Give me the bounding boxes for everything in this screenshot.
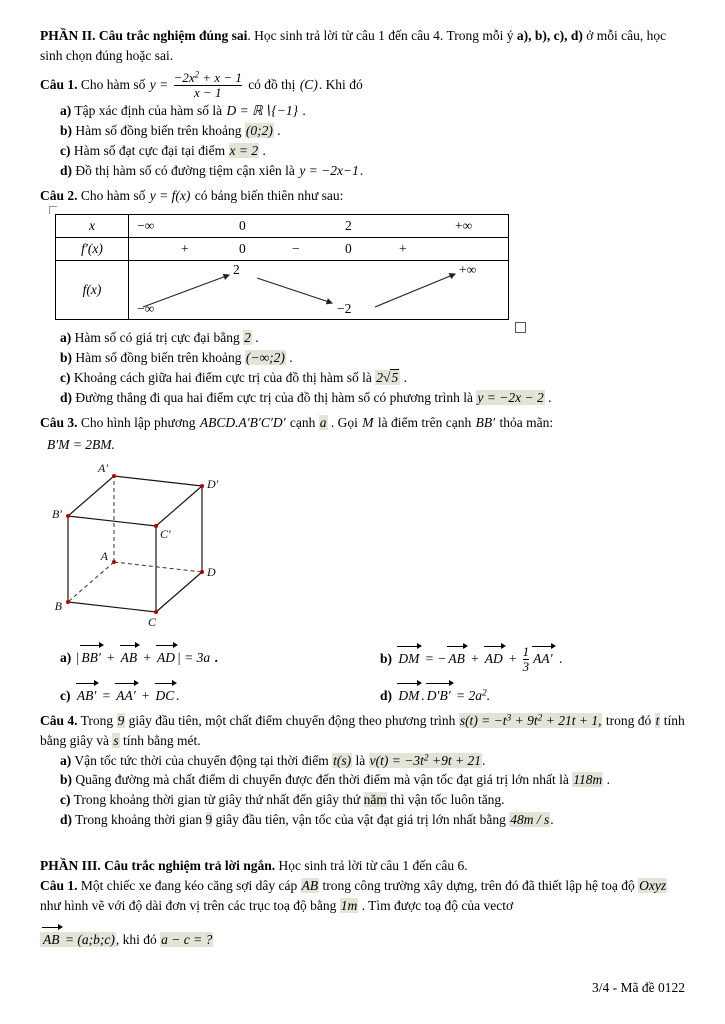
p2-cau4-item-c: c) Trong khoảng thời gian từ giây thứ nhất đến giây thứ năm thì vận tốc luôn tăng. xyxy=(60,792,505,808)
p2-cau4-intro: Câu 4. Trong 9 giây đầu tiên, một chất điểm chuyển động theo phương trình $s(t) = -t^3 + 9t^2 + 21t + 1$, trong đó t tính bằng giây và s tính bằng mét. xyxy=(40,712,685,748)
cube-label-c-prime: C′ xyxy=(160,526,171,541)
p2-cau3-condition: B′M = 2BM. xyxy=(47,436,115,452)
p2-cau1-item-b: b) Hàm số đồng biến trên khoảng (0;2) . xyxy=(60,122,281,138)
cube-label-b: B xyxy=(54,598,62,613)
bbt-fprime-label: f′(x) xyxy=(81,240,103,256)
part2-heading: PHẦN II. Câu trắc nghiệm đúng sai. Học sinh trả lời từ câu 1 đến câu 4. Trong mỗi ý a), b), c), d) ở mỗi câu, học sinh chọn đúng hoặc sai. xyxy=(40,28,667,63)
bbt-row-fprime xyxy=(56,237,508,260)
bbt-sign-0: + xyxy=(181,240,189,256)
bbt-x-val-3: +∞ xyxy=(455,217,473,233)
bbt-x-val-1: 0 xyxy=(239,217,246,233)
p2-cau4-item-d: d) Trong khoảng thời gian 9 giây đầu tiên, vận tốc của vật đạt giá trị lớn nhất bằng 48m / s. xyxy=(60,812,554,828)
bbt-f-min: −2 xyxy=(337,301,352,317)
cube-label-d: D xyxy=(207,564,216,579)
p2-cau3-item-b: b) DM = − AB + AD + $\frac{1}{3}$ AA′ . xyxy=(380,643,563,675)
bbt-x-val-2: 2 xyxy=(345,217,352,233)
part3-heading: PHẦN III. Câu trắc nghiệm trả lời ngắn. Học sinh trả lời từ câu 1 đến câu 6. xyxy=(40,858,468,874)
bbt-f-label: f(x) xyxy=(82,281,102,297)
bbt-sign-3: 0 xyxy=(345,240,352,256)
page-footer: 3/4 - Mã đề 0122 xyxy=(592,980,685,996)
cube-label-b-prime: B′ xyxy=(52,506,62,521)
p3-cau1-vector-line: AB = (a;b;c), khi đó a − c = ? xyxy=(40,922,685,950)
p2-cau2-intro: Câu 2. Cho hàm số y = f(x) có bảng biến thiên như sau: xyxy=(40,187,344,203)
checkbox-artifact xyxy=(515,322,526,333)
bbt-sign-4: + xyxy=(399,240,407,256)
p2-cau1-item-c: c) Hàm số đạt cực đại tại điểm x = 2 . xyxy=(60,142,266,158)
p3-cau1-intro: Câu 1. Một chiếc xe đang kéo căng sợi dây cáp AB trong công trường xây dựng, trên đó đã thiết lập hệ toạ độ Oxyz như hình vẽ với độ dài đơn vị trên các trục toạ độ bằng 1m . Tìm được toạ độ của vectơ xyxy=(40,878,667,914)
cube-label-a-prime: A′ xyxy=(98,460,108,475)
bbt-f-posinf: +∞ xyxy=(459,261,477,277)
p2-cau2-item-c: c) Khoảng cách giữa hai điểm cực trị của đồ thị hàm số là 2√5 . xyxy=(60,369,407,385)
cube-label-a: A xyxy=(100,548,108,563)
bbt-sign-1: 0 xyxy=(239,240,246,256)
cube-label-d-prime: D′ xyxy=(207,476,219,491)
p2-cau3-intro: Câu 3. Cho hình lập phương ABCD.A′B′C′D′ cạnh a . Gọi M là điểm trên cạnh BB′ thỏa mãn: xyxy=(40,414,554,430)
p2-cau4-item-a: a) Vận tốc tức thời của chuyển động tại thời điểm t(s) là $v(t) = -3t^2 +9t + 21$. xyxy=(60,752,486,768)
p2-cau3-item-a: a) | BB′ + AB + AD | = 3a . xyxy=(60,640,360,675)
variation-table xyxy=(55,214,509,320)
p2-cau1-item-a: a) Tập xác định của hàm số là D = ℝ∖{−1} . xyxy=(60,102,306,118)
p2-cau1-intro: Câu 1. Cho hàm số y = $\frac{-2x^2 + x - 1}{x - 1}$ có đồ thị (C). Khi đó xyxy=(40,69,363,101)
bbt-f-neginf: −∞ xyxy=(137,301,155,317)
variation-table-wrap xyxy=(55,214,507,320)
p2-cau3-item-d: d) DM . $D'B' = 2a^2$. xyxy=(380,678,685,706)
bbt-arrows xyxy=(129,261,507,319)
p2-cau2-item-d: d) Đường thẳng đi qua hai điểm cực trị của đồ thị hàm số có phương trình là y = −2x − 2 . xyxy=(60,389,552,405)
bbt-x-label: x xyxy=(89,217,95,233)
p2-cau2-item-a: a) Hàm số có giá trị cực đại bằng 2 . xyxy=(60,329,259,345)
bbt-row-f xyxy=(56,260,508,319)
bbt-row-x xyxy=(56,215,508,237)
table-handle xyxy=(49,206,57,214)
bbt-x-val-0: −∞ xyxy=(137,217,155,233)
cube-figure xyxy=(48,458,685,634)
p2-cau3-items xyxy=(40,640,685,706)
p2-cau2-item-b: b) Hàm số đồng biến trên khoảng (−∞;2) . xyxy=(60,349,293,365)
p2-cau1-item-d: d) Đồ thị hàm số có đường tiệm cận xiên là y = −2x−1. xyxy=(60,162,364,178)
cube-label-c: C xyxy=(147,614,157,629)
bbt-sign-2: − xyxy=(292,240,300,256)
p2-cau4-item-b: b) Quãng đường mà chất điểm di chuyển được đến thời điểm mà vận tốc đạt giá trị lớn nhất là 118m . xyxy=(60,772,610,788)
p2-cau3-item-c: c) AB′ = AA′ + DC . xyxy=(60,678,360,706)
bbt-f-max: 2 xyxy=(233,261,240,277)
vertex-dots xyxy=(66,474,204,614)
